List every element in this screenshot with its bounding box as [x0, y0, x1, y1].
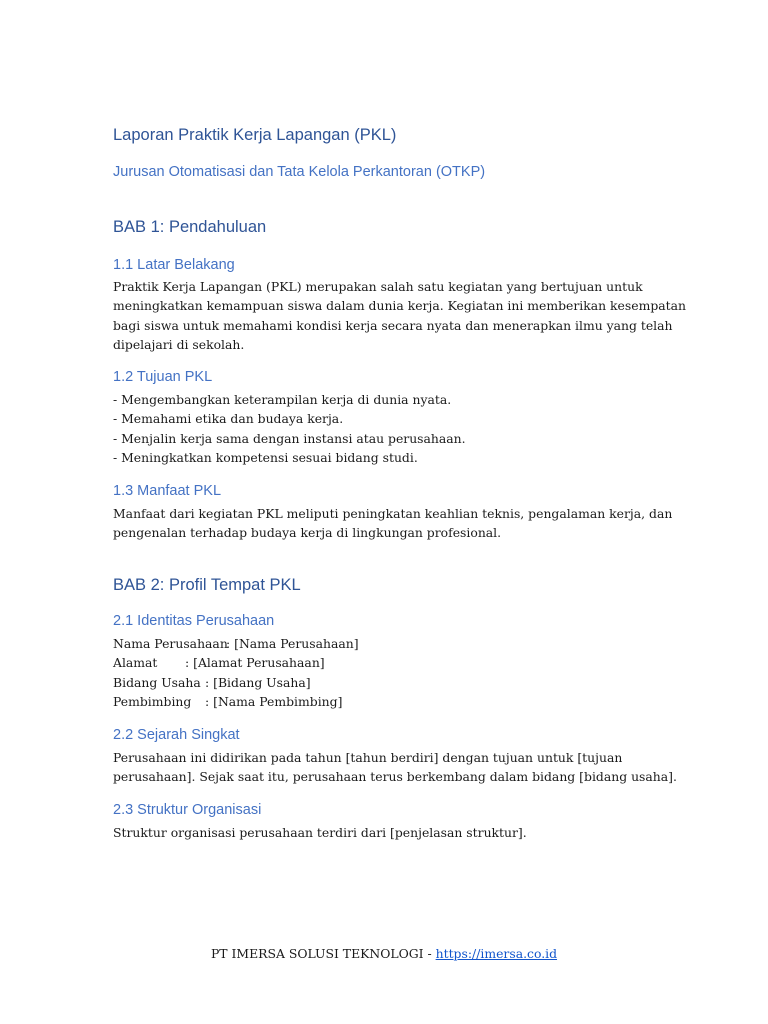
list-item: - Mengembangkan keterampilan kerja di dunia nyata.	[113, 392, 452, 407]
footer-company: PT IMERSA SOLUSI TEKNOLOGI -	[210, 946, 436, 961]
paragraph-line: Praktik Kerja Lapangan (PKL) merupakan salah satu kegiatan yang bertujuan untuk	[113, 279, 643, 294]
paragraph-line: meningkatkan kemampuan siswa dalam dunia kerja. Kegiatan ini memberikan kesempatan	[113, 298, 687, 314]
paragraph-line: Manfaat dari kegiatan PKL meliputi peningkatan keahlian teknis, pengalaman kerja, dan	[113, 506, 673, 521]
identity-key: Pembimbing	[113, 693, 192, 709]
paragraph-line: pengenalan terhadap budaya kerja di lingkungan profesional.	[113, 525, 502, 541]
paragraph-line: dipelajari di sekolah.	[113, 336, 245, 352]
identity-value: : [Nama Pembimbing]	[205, 693, 343, 709]
company-identity-table	[113, 634, 359, 711]
identity-row	[113, 634, 359, 653]
section-1-2-heading: 1.2 Tujuan PKL	[113, 369, 213, 385]
document-title: Laporan Praktik Kerja Lapangan (PKL)	[113, 126, 397, 144]
page-footer	[0, 946, 768, 961]
identity-value: : [Alamat Perusahaan]	[185, 655, 325, 671]
identity-value: : [Nama Perusahaan]	[226, 636, 359, 651]
list-item: - Menjalin kerja sama dengan instansi atau perusahaan.	[113, 430, 466, 446]
bab1-heading: BAB 1: Pendahuluan	[113, 218, 267, 236]
section-2-3-heading: 2.3 Struktur Organisasi	[113, 802, 262, 818]
paragraph-line: Struktur organisasi perusahaan terdiri dari [penjelasan struktur].	[113, 825, 527, 840]
section-1-3-heading: 1.3 Manfaat PKL	[113, 483, 222, 499]
list-item: - Meningkatkan kompetensi sesuai bidang studi.	[113, 449, 418, 465]
section-2-2-heading: 2.2 Sejarah Singkat	[113, 727, 240, 743]
section-1-3-paragraph	[113, 504, 672, 543]
identity-key: Bidang Usaha	[113, 674, 201, 690]
section-1-1-heading: 1.1 Latar Belakang	[113, 257, 235, 273]
footer-website-link[interactable]: https://imersa.co.id	[435, 946, 558, 961]
list-item: - Memahami etika dan budaya kerja.	[113, 411, 344, 427]
identity-row	[113, 653, 359, 672]
section-1-2-list	[113, 390, 466, 467]
identity-key: Alamat	[113, 655, 158, 671]
identity-value: : [Bidang Usaha]	[205, 674, 311, 690]
section-1-1-paragraph	[113, 277, 686, 354]
identity-key: Nama Perusahaan	[113, 636, 228, 651]
paragraph-line: bagi siswa untuk memahami kondisi kerja secara nyata dan menerapkan ilmu yang telah	[113, 317, 673, 333]
identity-row	[113, 692, 359, 711]
paragraph-line: perusahaan]. Sejak saat itu, perusahaan terus berkembang dalam bidang [bidang usaha].	[113, 769, 677, 785]
section-2-1-heading: 2.1 Identitas Perusahaan	[113, 613, 275, 629]
section-2-2-paragraph	[113, 748, 677, 787]
identity-row	[113, 673, 359, 692]
paragraph-line: Perusahaan ini didirikan pada tahun [tahun berdiri] dengan tujuan untuk [tujuan	[113, 750, 623, 765]
bab2-heading: BAB 2: Profil Tempat PKL	[113, 576, 301, 594]
document-subtitle: Jurusan Otomatisasi dan Tata Kelola Perkantoran (OTKP)	[113, 164, 486, 180]
section-2-3-paragraph	[113, 823, 527, 842]
